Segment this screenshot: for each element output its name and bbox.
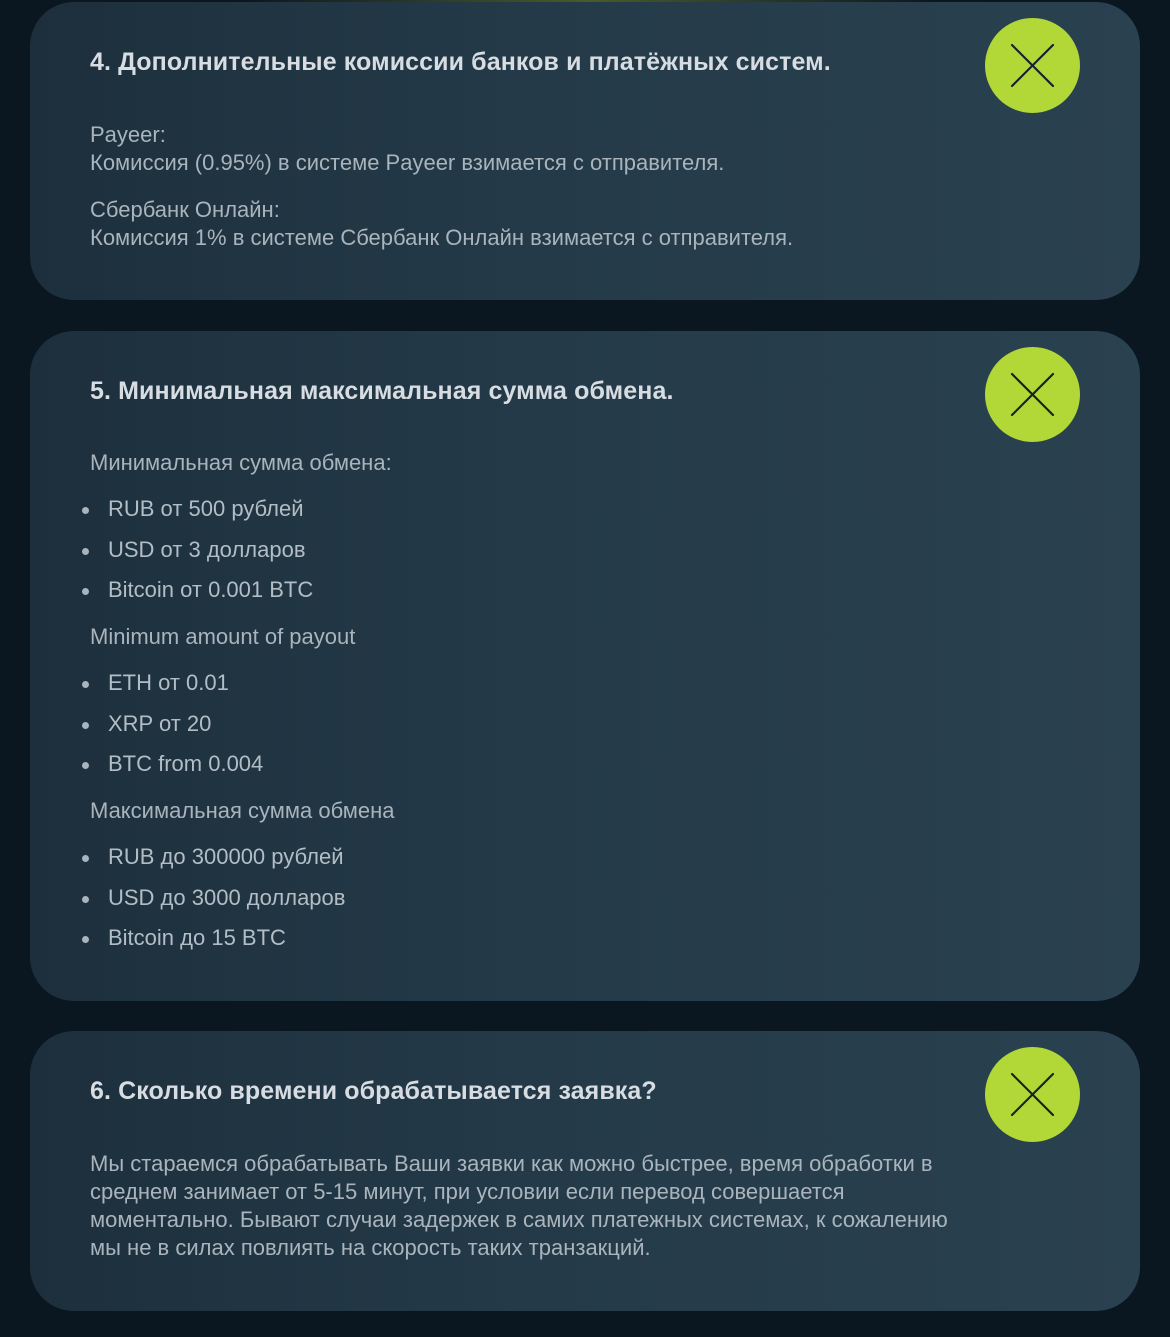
min-amount-label: Минимальная сумма обмена: [90, 450, 392, 475]
list-item: BTC from 0.004 [30, 744, 263, 785]
list-item: USD от 3 долларов [30, 530, 313, 571]
faq-card-5 [30, 331, 1140, 1001]
list-item: Bitcoin от 0.001 BTC [30, 570, 313, 611]
close-x-icon [985, 18, 1080, 113]
list-item: Bitcoin до 15 BTC [30, 918, 345, 959]
bullet-dot [82, 762, 89, 769]
payout-amount-label: Minimum amount of payout [90, 624, 356, 649]
payout-amount-list [30, 663, 263, 785]
close-button[interactable] [985, 18, 1080, 113]
bullet-dot [82, 507, 89, 514]
answer-line: среднем занимает от 5-15 минут, при условии если перевод совершается [90, 1179, 845, 1204]
bullet-dot [82, 588, 89, 595]
list-item: USD до 3000 долларов [30, 878, 345, 919]
bullet-dot [82, 681, 89, 688]
bullet-dot [82, 896, 89, 903]
faq-answer-sber [90, 196, 1070, 252]
sber-label: Сбербанк Онлайн: [90, 197, 280, 222]
list-item: ETH от 0.01 [30, 663, 263, 704]
list-item: XRP от 20 [30, 704, 263, 745]
close-x-icon [985, 1047, 1080, 1142]
faq-card-title: 6. Сколько времени обрабатывается заявка? [90, 1077, 657, 1105]
max-amount-list [30, 837, 345, 959]
max-amount-label: Максимальная сумма обмена [90, 798, 395, 823]
close-button[interactable] [985, 347, 1080, 442]
min-amount-list [30, 489, 313, 611]
list-item: RUB от 500 рублей [30, 489, 313, 530]
processing-time-answer [90, 1150, 1070, 1262]
sber-commission-text: Комиссия 1% в системе Сбербанк Онлайн взимается с отправителя. [90, 225, 794, 250]
close-button[interactable] [985, 1047, 1080, 1142]
faq-card-4 [30, 2, 1140, 300]
payeer-label: Payeer: [90, 122, 166, 147]
faq-card-title: 5. Минимальная максимальная сумма обмена. [90, 377, 674, 405]
bullet-dot [82, 936, 89, 943]
bullet-dot [82, 855, 89, 862]
faq-card-6 [30, 1031, 1140, 1311]
faq-answer-payeer [90, 121, 1070, 177]
close-x-icon [985, 347, 1080, 442]
bullet-dot [82, 548, 89, 555]
list-item: RUB до 300000 рублей [30, 837, 345, 878]
payeer-commission-text: Комиссия (0.95%) в системе Payeer взимается с отправителя. [90, 150, 725, 175]
answer-line: мы не в силах повлиять на скорость таких транзакций. [90, 1235, 651, 1260]
faq-card-title: 4. Дополнительные комиссии банков и платёжных систем. [90, 48, 831, 76]
answer-line: моментально. Бывают случаи задержек в самих платежных системах, к сожалению [90, 1207, 948, 1232]
bullet-dot [82, 722, 89, 729]
answer-line: Мы стараемся обрабатывать Ваши заявки как можно быстрее, время обработки в [90, 1151, 933, 1176]
